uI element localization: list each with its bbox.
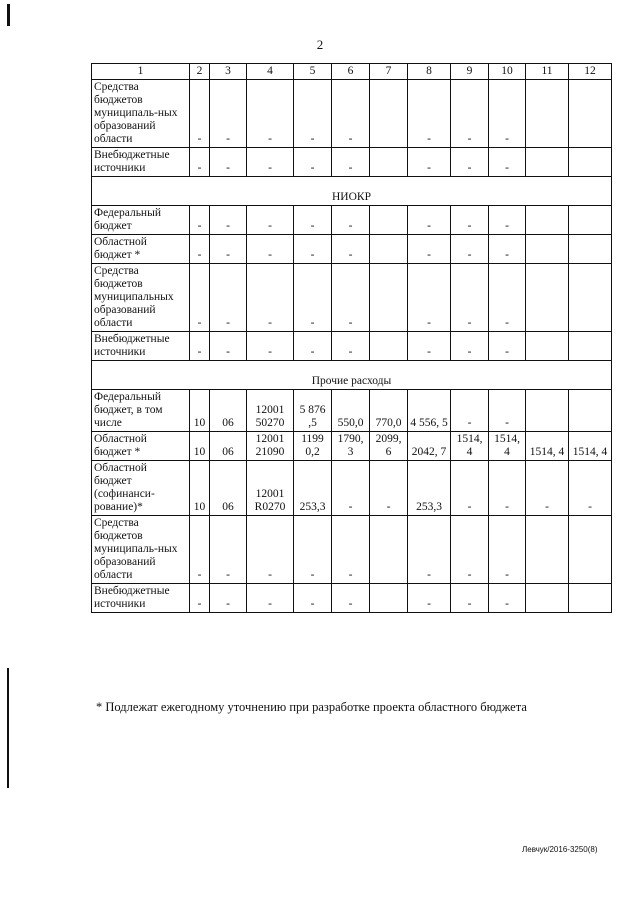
table-row [92,206,612,235]
table-cell: - [408,332,451,361]
column-header: 11 [526,64,569,80]
table-cell [569,516,612,584]
table-cell: - [408,584,451,613]
table-cell: - [247,235,294,264]
table-cell: - [190,148,210,177]
table-cell: 253,3 [408,461,451,516]
table-cell: - [190,516,210,584]
table-cell: 1790, 3 [332,432,370,461]
table-cell: - [332,516,370,584]
table-cell: - [210,206,247,235]
table-cell: - [489,332,526,361]
table-cell: - [332,332,370,361]
table-cell [526,584,569,613]
table-cell: - [210,235,247,264]
table-cell: - [489,390,526,432]
table-cell: - [451,80,489,148]
table-cell: - [294,80,332,148]
table-cell [370,80,408,148]
table-cell: - [408,235,451,264]
table-cell: 12001 21090 [247,432,294,461]
table-row [92,264,612,332]
table-cell: 12001 50270 [247,390,294,432]
section-title: Прочие расходы [92,361,612,390]
table-cell: - [190,206,210,235]
table-cell: - [408,148,451,177]
table-cell [569,235,612,264]
table-cell: 1514, 4 [451,432,489,461]
table-cell [526,235,569,264]
table-cell: - [370,461,408,516]
table-cell: 2042, 7 [408,432,451,461]
table-cell: - [489,148,526,177]
column-header: 12 [569,64,612,80]
budget-table [91,63,612,613]
row-label: Внебюджетные источники [92,584,190,613]
table-cell: 12001 R0270 [247,461,294,516]
table-cell: - [247,206,294,235]
section-title: НИОКР [92,177,612,206]
table-cell: - [489,206,526,235]
table-cell: - [408,264,451,332]
table-cell: 770,0 [370,390,408,432]
column-header: 9 [451,64,489,80]
table-cell: 550,0 [332,390,370,432]
table-cell: - [294,584,332,613]
table-cell: 4 556, 5 [408,390,451,432]
row-label: Средства бюджетов муниципаль-ных образований области [92,80,190,148]
column-header: 8 [408,64,451,80]
table-cell: - [210,516,247,584]
table-cell: - [489,584,526,613]
table-cell: - [451,390,489,432]
table-row [92,461,612,516]
row-label: Областной бюджет (софинанси-рование)* [92,461,190,516]
table-row [92,516,612,584]
row-label: Федеральный бюджет [92,206,190,235]
section-row [92,361,612,390]
table-row [92,235,612,264]
table-cell: - [489,235,526,264]
table-row [92,148,612,177]
table-cell [370,206,408,235]
table-cell [526,390,569,432]
table-cell [569,148,612,177]
table-cell: - [210,584,247,613]
table-cell: 10 [190,390,210,432]
page-number: 2 [316,37,324,52]
table-cell: - [451,516,489,584]
table-cell: - [526,461,569,516]
table-cell: - [294,516,332,584]
table-cell: - [247,148,294,177]
table-cell: - [190,235,210,264]
table-row [92,390,612,432]
table-cell: - [210,264,247,332]
table-cell [526,80,569,148]
table-cell: 10 [190,461,210,516]
table-cell: - [332,235,370,264]
table-cell: 253,3 [294,461,332,516]
table-cell: - [332,264,370,332]
table-cell: - [247,264,294,332]
table-cell: - [294,148,332,177]
table-cell [569,332,612,361]
table-cell [569,80,612,148]
table-cell: - [408,516,451,584]
table-row [92,332,612,361]
table-cell: 06 [210,390,247,432]
table-cell: - [210,332,247,361]
document-stamp: Левчук/2016-3250(8) [522,845,598,854]
column-header: 1 [92,64,190,80]
row-label: Федеральный бюджет, в том числе [92,390,190,432]
column-header: 3 [210,64,247,80]
table-cell [526,264,569,332]
table-cell [569,390,612,432]
left-margin-mark [7,668,9,788]
table-cell [370,148,408,177]
table-cell: 06 [210,432,247,461]
row-label: Средства бюджетов муниципаль-ных образований области [92,516,190,584]
column-header: 5 [294,64,332,80]
table-cell: - [408,80,451,148]
table-cell: - [408,206,451,235]
table-cell: - [332,584,370,613]
table-cell [526,516,569,584]
table-cell: 06 [210,461,247,516]
table-cell: - [451,235,489,264]
column-header: 4 [247,64,294,80]
table-cell: - [294,206,332,235]
table-cell: - [190,584,210,613]
table-cell: - [489,80,526,148]
table-cell [370,584,408,613]
table-cell [569,584,612,613]
table-cell: - [332,148,370,177]
table-cell: - [569,461,612,516]
table-cell: - [294,332,332,361]
table-cell: - [247,584,294,613]
table-cell: - [210,80,247,148]
table-cell [526,332,569,361]
table-cell [370,332,408,361]
table-cell [370,235,408,264]
table-cell: - [451,148,489,177]
table-cell [569,206,612,235]
table-cell [526,148,569,177]
table-row [92,80,612,148]
table-cell: 1514, 4 [489,432,526,461]
column-header: 2 [190,64,210,80]
row-label: Областной бюджет * [92,235,190,264]
table-cell: - [451,332,489,361]
table-cell: - [489,461,526,516]
table-cell: 2099, 6 [370,432,408,461]
table-cell: - [190,80,210,148]
footnote: * Подлежат ежегодному уточнению при разработке проекта областного бюджета [96,700,527,714]
table-row [92,584,612,613]
table-cell [370,516,408,584]
column-header: 6 [332,64,370,80]
row-label: Средства бюджетов муниципальных образований области [92,264,190,332]
left-margin-mark [7,4,10,26]
table-cell: - [247,332,294,361]
column-header: 10 [489,64,526,80]
table-cell: - [210,148,247,177]
row-label: Внебюджетные источники [92,332,190,361]
table-cell: - [451,461,489,516]
table-cell: 10 [190,432,210,461]
table-cell: - [332,206,370,235]
section-row [92,177,612,206]
table-cell: - [489,264,526,332]
table-cell: - [247,80,294,148]
table-cell [370,264,408,332]
table-cell: - [294,235,332,264]
table-cell: 1514, 4 [526,432,569,461]
table-cell: - [190,332,210,361]
table-cell: 5 876 ,5 [294,390,332,432]
column-header: 7 [370,64,408,80]
table-cell: - [247,516,294,584]
table-row [92,432,612,461]
table-cell: - [294,264,332,332]
table-cell: 1199 0,2 [294,432,332,461]
table-cell: - [451,584,489,613]
table-cell: - [332,461,370,516]
table-cell: - [190,264,210,332]
table-cell: - [489,516,526,584]
table-cell: - [451,206,489,235]
table-cell [569,264,612,332]
table-cell: - [332,80,370,148]
row-label: Внебюджетные источники [92,148,190,177]
row-label: Областной бюджет * [92,432,190,461]
table-cell: 1514, 4 [569,432,612,461]
table-header-row [92,64,612,80]
table-cell: - [451,264,489,332]
table-cell [526,206,569,235]
